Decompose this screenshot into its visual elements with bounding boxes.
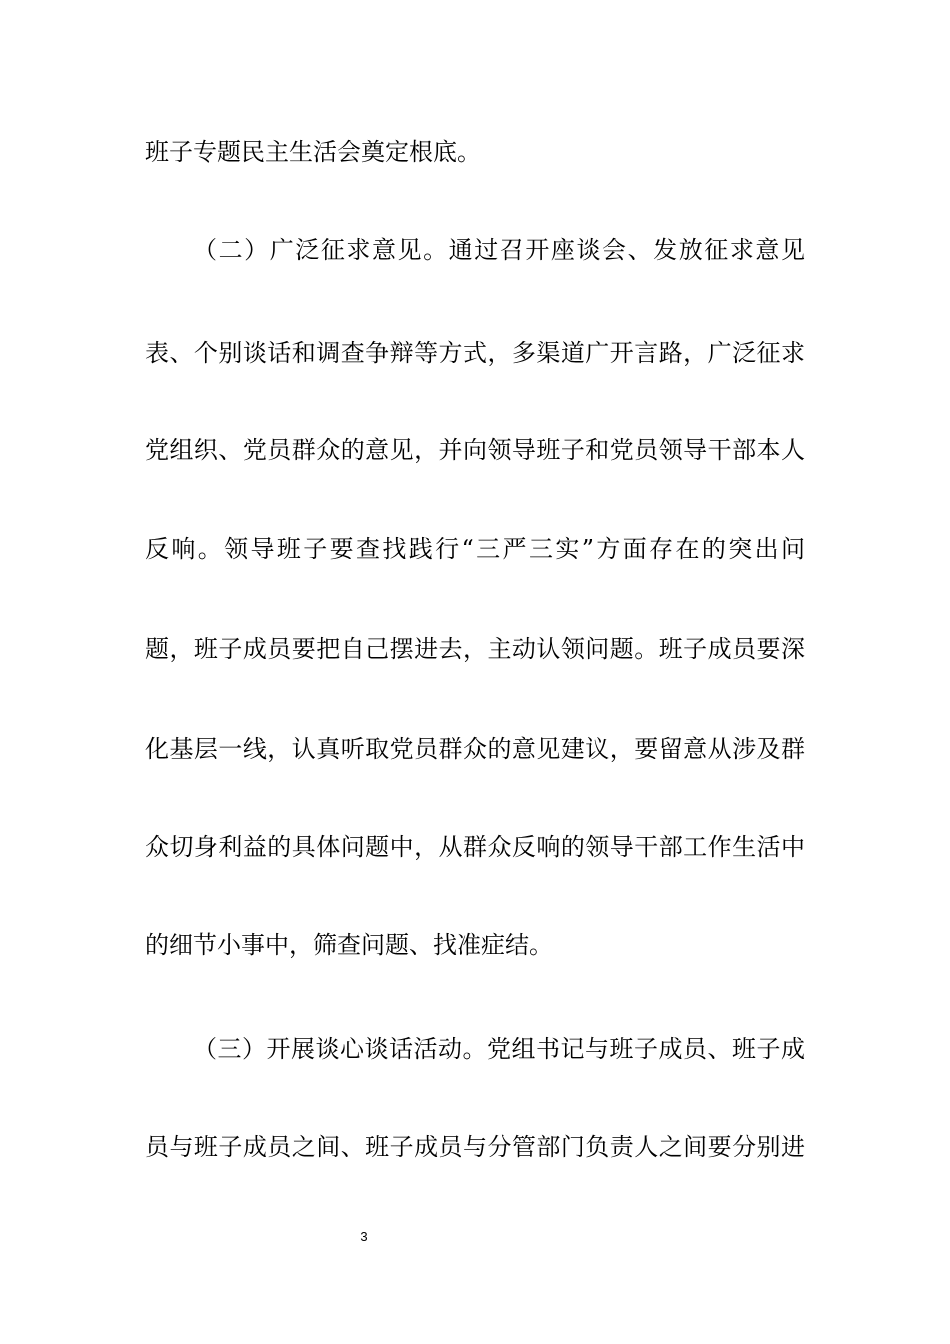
section-heading-3: （三）开展谈心谈话活动。党组书记与班子成员、班子成 [193,1035,805,1063]
text-line-1: 班子专题民主生活会奠定根底。 [145,138,481,166]
section-heading-2: （二）广泛征求意见。通过召开座谈会、发放征求意见 [193,236,805,264]
page-number: 3 [360,1229,368,1244]
text-line-7: 化基层一线，认真听取党员群众的意见建议，要留意从涉及群 [145,735,805,763]
text-line-5: 反响。领导班子要查找践行“三严三实”方面存在的突出问 [145,535,805,563]
text-line-3: 表、个别谈话和调查争辩等方式，多渠道广开言路，广泛征求 [145,339,805,367]
text-line-9: 的细节小事中，筛查问题、找准症结。 [145,931,553,959]
text-line-6: 题，班子成员要把自己摆进去，主动认领问题。班子成员要深 [145,635,805,663]
text-line-8: 众切身利益的具体问题中，从群众反响的领导干部工作生活中 [145,833,805,861]
text-line-4: 党组织、党员群众的意见，并向领导班子和党员领导干部本人 [145,436,805,464]
text-line-11: 员与班子成员之间、班子成员与分管部门负责人之间要分别进 [145,1133,805,1161]
